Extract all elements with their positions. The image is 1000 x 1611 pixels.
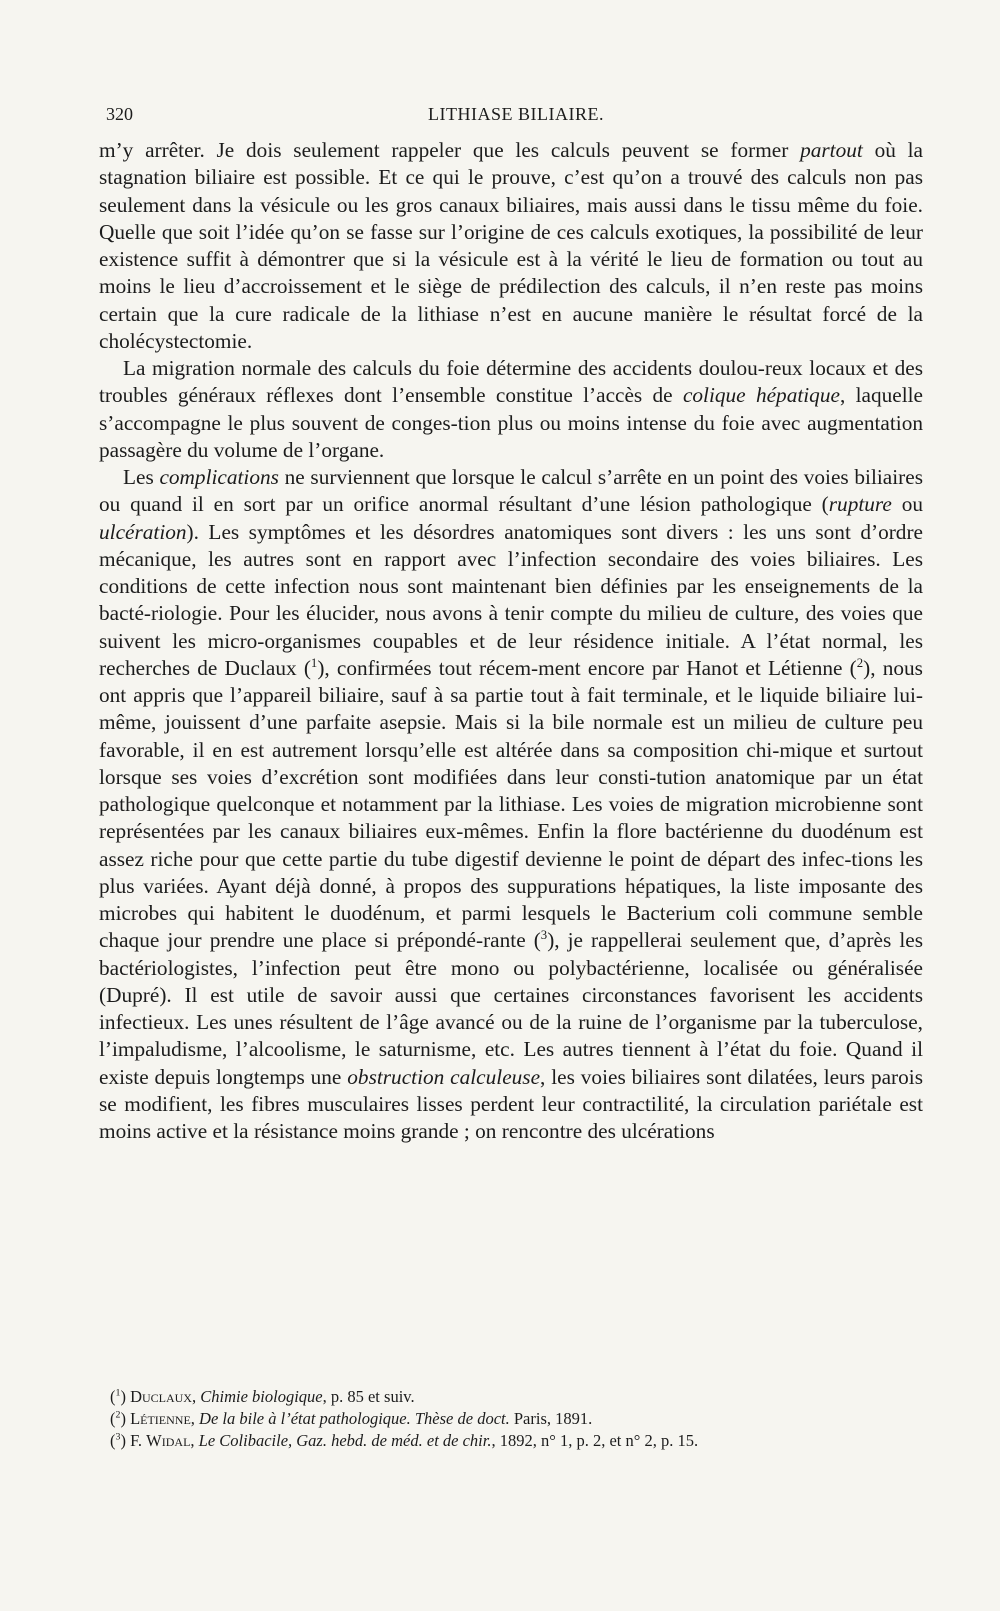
paragraph-2: La migration normale des calculs du foie détermine des accidents doulou-reux locaux et des troubles généraux réflexes dont l’ensemble constitue l’accès de colique hépatique, laquelle s’accompagne le plus souvent de conges-tion plus ou moins intense du foie avec augmentation passagère du volume de l’organe.: [99, 356, 923, 462]
page-header: [106, 104, 926, 128]
paragraph-1: m’y arrêter. Je dois seulement rappeler que les calculs peuvent se former partout où la stagnation biliaire est possible. Et ce qui le prouve, c’est qu’on a trouvé des calculs non pas seulement dans la vésicule ou les gros canaux biliaires, mais aussi dans le tissu même du foie. Quelle que soit l’idée qu’on se fasse sur l’origine de ces calculs exotiques, la possibilité de leur existence suffit à démontrer que si la vésicule est à la vérité le lieu de formation ou tout au moins le lieu d’accroissement et le siège de prédilection des calculs, il n’en reste pas moins certain que la cure radicale de la lithiase n’est en aucune manière le résultat forcé de la cholécystectomie.: [99, 138, 923, 353]
body-text: [99, 137, 923, 1145]
footnote-ref-1[interactable]: 1: [310, 655, 318, 670]
footnote-1: ($^1$) Duclaux, Chimie biologique, p. 85 et suiv.: [110, 1387, 415, 1406]
footnote-ref-2[interactable]: 2: [856, 655, 864, 670]
paragraph-3: Les complications ne surviennent que lorsque le calcul s’arrête en un point des voies biliaires ou quand il en sort par un orifice anormal résultant d’une lésion pathologique (rupture ou ulcération). Les symptômes et les désordres anatomiques sont divers : les uns sont d’ordre mécanique, les autres sont en rapport avec l’infection secondaire des voies biliaires. Les conditions de cette infection nous sont maintenant bien définies par les enseignements de la bacté-riologie. Pour les élucider, nous avons à tenir compte du milieu de culture, des voies que suivent les micro-organismes coupables et de leur résidence initiale. A l’état normal, les recherches de Duclaux ($^1$), confirmées tout récem-ment encore par Hanot et Létienne ($^2$), nous ont appris que l’appareil biliaire, sauf à sa partie tout à fait terminale, et le liquide biliaire lui-même, jouissent d’une parfaite asepsie. Mais si la bile normale est un milieu de culture peu favorable, il en est autrement lorsqu’elle est altérée dans sa composition chi-mique et surtout lorsque ses voies d’excrétion sont modifiées dans leur consti-tution anatomique par un état pathologique quelconque et notamment par la lithiase. Les voies de migration microbienne sont représentées par les canaux biliaires eux-mêmes. Enfin la flore bactérienne du duodénum est assez riche pour que cette partie du tube digestif devienne le point de départ des infec-tions les plus variées. Ayant déjà donné, à propos des suppurations hépatiques, la liste imposante des microbes qui habitent le duodénum, et parmi lesquels le Bacterium coli commune semble chaque jour prendre une place si prépondé-rante ($^3$), je rappellerai seulement que, d’après les bactériologistes, l’infection peut être mono ou polybactérienne, localisée ou généralisée (Dupré). Il est utile de savoir aussi que certaines circonstances favorisent les accidents infectieux. Les unes résultent de l’âge avancé ou de la ruine de l’organisme par la tuberculose, l’impaludisme, l’alcoolisme, le saturnisme, etc. Les autres tiennent à l’état du foie. Quand il existe depuis longtemps une obstruction calculeuse, les voies biliaires sont dilatées, leurs parois se modifient, les fibres musculaires lisses perdent leur contractilité, la circulation pariétale est moins active et la résistance moins grande ; on rencontre des ulcérations: [99, 465, 924, 1143]
footnote-2: ($^2$) Létienne, De la bile à l’état pathologique. Thèse de doct. Paris, 1891.: [110, 1409, 593, 1428]
footnotes: [110, 1386, 920, 1452]
page-number: 320: [106, 104, 133, 124]
running-title: LITHIASE BILIAIRE.: [428, 104, 604, 124]
footnote-ref-3[interactable]: 3: [540, 928, 548, 943]
footnote-3: ($^3$) F. Widal, Le Colibacile, Gaz. hebd. de méd. et de chir., 1892, n° 1, p. 2, et n° 2, p. 15.: [110, 1431, 699, 1450]
